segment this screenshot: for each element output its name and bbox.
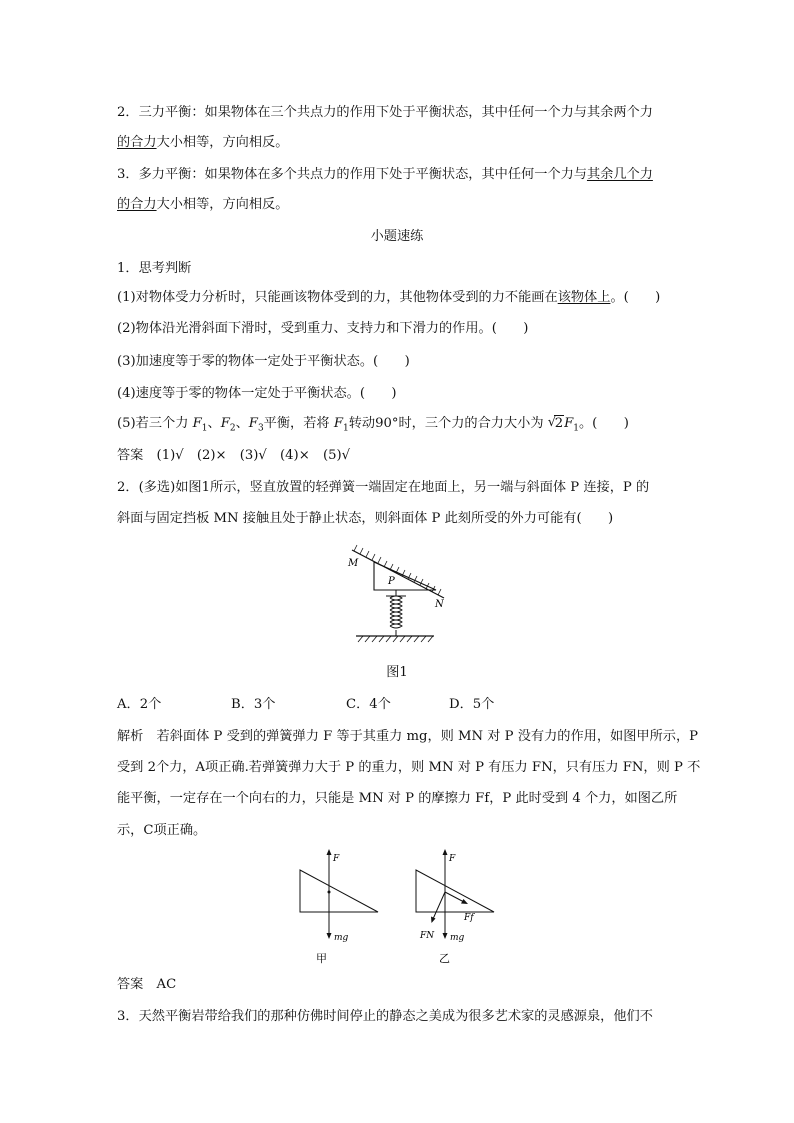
analysis-line3: 能平衡，一定存在一个向右的力，只能是 MN 对 P 的摩擦力 Ff，P 此时受到 4 个力，如图乙所 (117, 791, 678, 806)
label-fn: FN (420, 931, 435, 941)
radical-sign: √ (547, 415, 557, 430)
force-symbol: F (333, 416, 343, 431)
force-symbol: F (248, 416, 258, 431)
figure-1-incline-spring (340, 540, 460, 650)
subscript: 2 (229, 423, 236, 434)
analysis-line4: 示，C项正确。 (117, 823, 207, 838)
figure-1-caption: 图1 (386, 665, 408, 680)
q3-stem-line1: 3．天然平衡岩带给我们的那种仿佛时间停止的静态之美成为很多艺术家的灵感源泉，他们不 (117, 1009, 653, 1024)
text: 、 (235, 416, 249, 431)
subscript: 3 (257, 423, 264, 434)
three-force-balance-line1: 2．三力平衡：如果物体在三个共点力的作用下处于平衡状态，其中任何一个力与其余两个力 (117, 105, 653, 120)
q2-stem-line1: 2．(多选)如图1所示，竖直放置的轻弹簧一端固定在地面上，另一端与斜面体 P 连接，P 的 (117, 480, 650, 495)
text: 。( ) (579, 416, 629, 431)
figure-yi (412, 845, 504, 967)
text: 大小相等，方向相反。 (156, 197, 289, 212)
multi-force-balance-line2 (117, 196, 288, 214)
center-point (328, 891, 331, 894)
section-title: 小题速练 (370, 229, 424, 244)
three-force-balance-line2 (117, 134, 288, 152)
q1-statement-3: (3)加速度等于零的物体一定处于平衡状态。( ) (117, 354, 410, 369)
label-ff: Ff (464, 913, 474, 923)
wedge (416, 870, 494, 912)
text: 、 (207, 416, 221, 431)
force-symbol: F (564, 416, 574, 431)
force-fn-arrow (433, 892, 445, 919)
option-b: B．3个 (231, 697, 276, 712)
q1-statement-2: (2)物体沿光滑斜面下滑时，受到重力、支持力和下滑力的作用。( ) (117, 321, 529, 336)
q1-answer: 答案 (1)√ (2)× (3)√ (4)× (5)√ (117, 448, 351, 463)
sqrt-symbol (548, 415, 564, 433)
q2-answer: 答案 AC (117, 977, 177, 992)
text: 转动90°时，三个力的合力大小为 (348, 416, 548, 431)
ground-hatching (358, 636, 433, 642)
multi-force-balance-line1 (117, 166, 653, 184)
wedge (300, 870, 378, 912)
label-p: P (388, 576, 395, 587)
text: (1)对物体受力分析时，只能画该物体受到的力，其他物体受到的力不能画在 (117, 290, 558, 305)
force-symbol: F (192, 416, 202, 431)
label-mg: mg (334, 933, 349, 943)
plate-hatching (354, 545, 441, 595)
q1-statement-4: (4)速度等于零的物体一定处于平衡状态。( ) (117, 386, 397, 401)
arrowhead-mg (443, 933, 448, 939)
q1-title: 1．思考判断 (117, 261, 192, 276)
option-c: C．4个 (346, 697, 391, 712)
option-a: A．2个 (117, 697, 162, 712)
figure-jia-caption: 甲 (316, 952, 327, 965)
subscript: 1 (342, 423, 349, 434)
text: (5)若三个力 (117, 416, 193, 431)
analysis-line2: 受到 2个力，A项正确.若弹簧弹力大于 P 的重力，则 MN 对 P 有压力 FN，只有压力 FN，则 P 不 (117, 760, 701, 775)
figure-jia (296, 845, 388, 967)
analysis-line1: 解析 若斜面体 P 受到的弹簧弹力 F 等于其重力 mg，则 MN 对 P 没有力的作用，如图甲所示，P (117, 729, 699, 744)
underlined-remaining-forces: 其余几个力 (586, 167, 653, 182)
text: 3．多力平衡：如果物体在多个共点力的作用下处于平衡状态，其中任何一个力与 (117, 167, 587, 182)
label-m: M (348, 558, 359, 569)
label-n: N (435, 599, 444, 610)
label-f: F (333, 854, 340, 864)
force-ff-arrow (445, 892, 464, 902)
text: 大小相等，方向相反。 (156, 135, 289, 150)
label-f: F (449, 854, 456, 864)
q2-stem-line2: 斜面与固定挡板 MN 接触且处于静止状态，则斜面体 P 此刻所受的外力可能有( ) (117, 511, 614, 526)
q1-statement-1 (117, 289, 660, 307)
q1-statement-5 (117, 415, 629, 438)
figure-yi-caption: 乙 (439, 952, 450, 965)
text: 。( ) (610, 290, 661, 305)
spring (386, 590, 406, 636)
underlined-resultant: 的合力 (117, 197, 157, 212)
arrowhead-f (443, 849, 448, 855)
subscript: 1 (201, 423, 208, 434)
label-mg: mg (450, 933, 465, 943)
force-symbol: F (220, 416, 230, 431)
text: 平衡，若将 (263, 416, 334, 431)
plate-mn (352, 550, 444, 598)
underlined-resultant: 的合力 (117, 135, 157, 150)
radicand: 2 (554, 416, 564, 431)
arrowhead-mg (327, 933, 332, 939)
wedge-p (374, 562, 436, 590)
option-d: D．5个 (449, 697, 495, 712)
underlined-text: 该物体上 (557, 290, 611, 305)
subscript: 1 (573, 423, 579, 434)
arrowhead-f (327, 849, 332, 855)
